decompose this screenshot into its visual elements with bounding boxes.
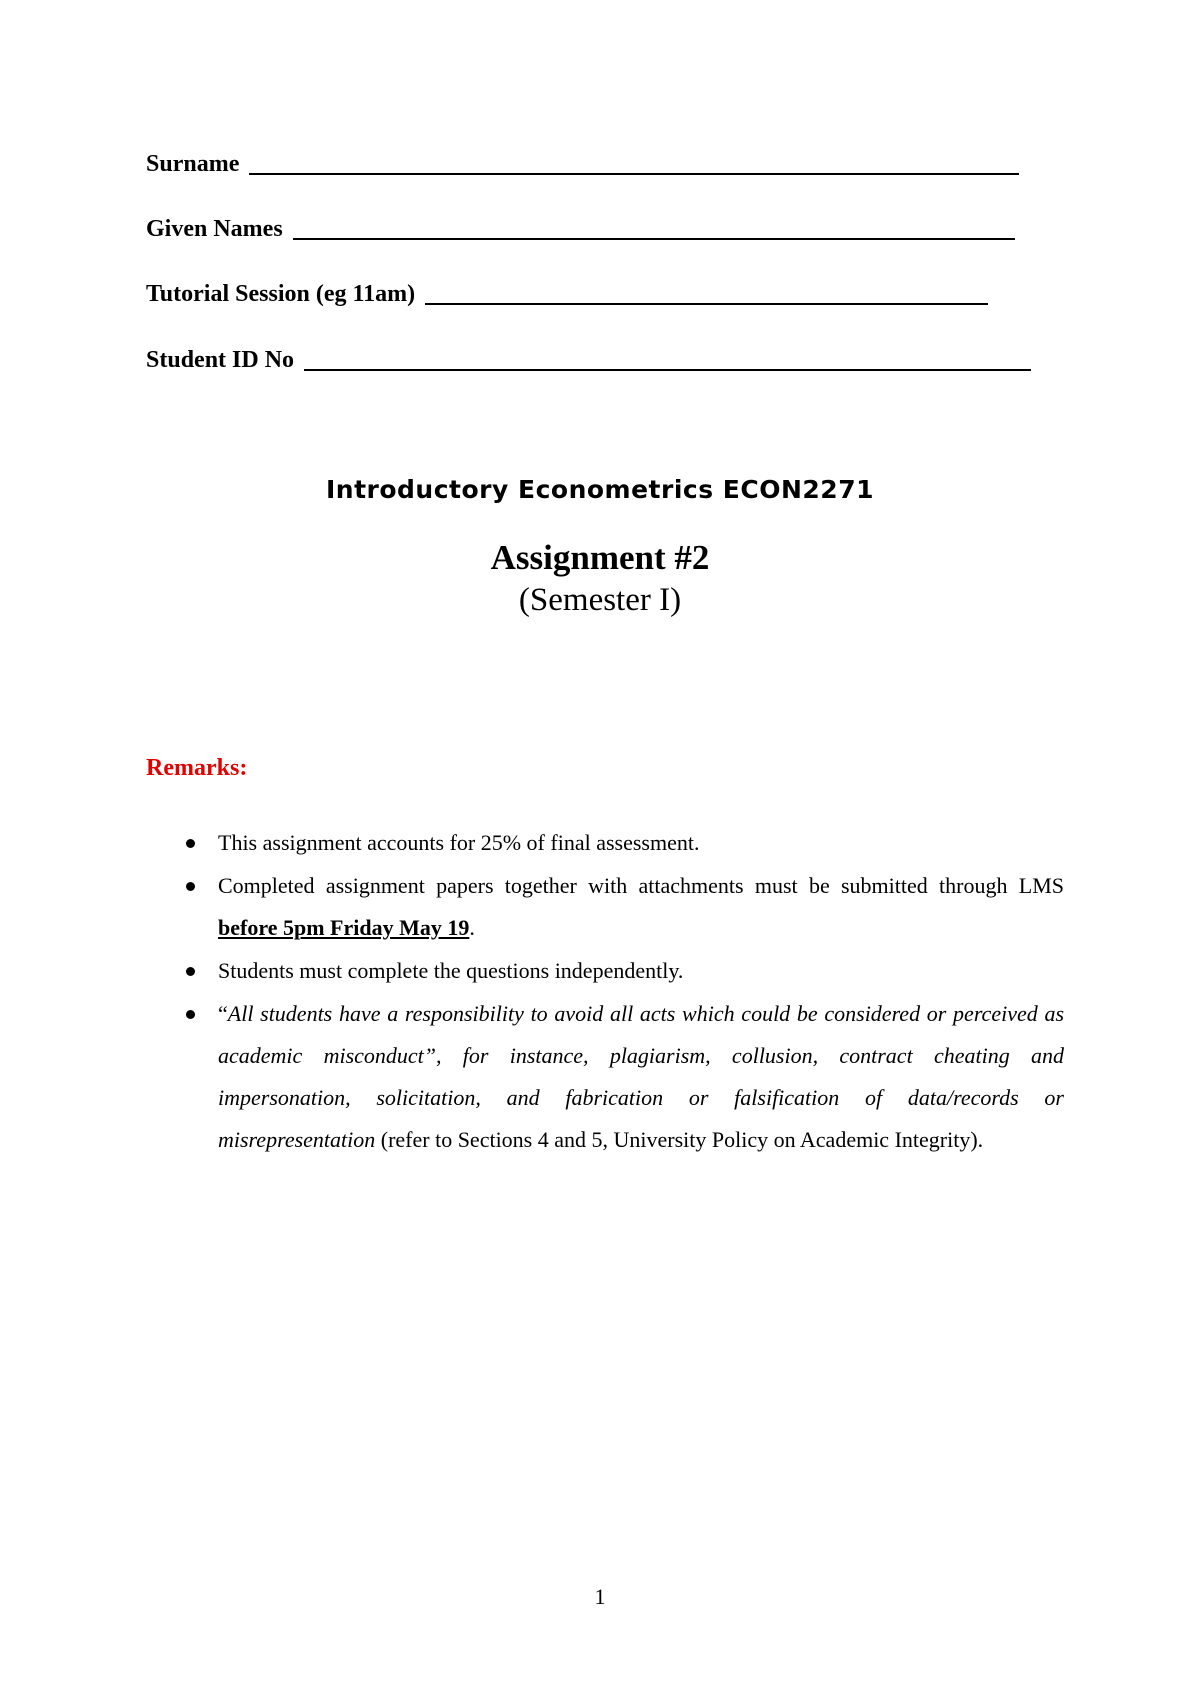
bullet-icon [186, 882, 195, 891]
remark-text: Students must complete the questions independently. [218, 958, 684, 983]
student-id-label: Student ID No [146, 347, 295, 373]
remark-item [186, 822, 1064, 864]
remark-item [186, 950, 1064, 992]
assignment-title: Assignment #2 [490, 538, 710, 577]
deadline-text: before 5pm Friday May 19 [218, 915, 470, 940]
given-names-label: Given Names [146, 216, 283, 242]
policy-quote: All students have a responsibility to avoid all acts which could be considered or perceived as academic misconduct”, for instance, plagiarism, collusion, contract cheating and impersonation, solicitation, and fabrication or falsification of data/records or misrepresentation [218, 1001, 1064, 1152]
remark-item [186, 865, 1064, 949]
remark-item [186, 993, 1064, 1161]
tutorial-session-field [146, 276, 988, 308]
remark-text-end: . [469, 915, 475, 940]
page-number: 1 [594, 1584, 606, 1609]
surname-blank-line[interactable] [249, 173, 1019, 175]
quote-mark: “ [218, 1001, 228, 1026]
remark-text: This assignment accounts for 25% of final assessment. [218, 830, 700, 855]
student-id-blank-line[interactable] [304, 369, 1031, 371]
given-names-field [146, 211, 1015, 243]
policy-reference: (refer to Sections 4 and 5, University Policy on Academic Integrity). [375, 1127, 984, 1152]
surname-label: Surname [146, 151, 240, 177]
student-id-field [146, 342, 1031, 374]
tutorial-session-label: Tutorial Session (eg 11am) [146, 281, 416, 307]
course-title: Introductory Econometrics ECON2271 [325, 475, 874, 504]
remark-text: Completed assignment papers together with attachments must be submitted through LMS [218, 873, 1064, 898]
remarks-list [186, 822, 1064, 1162]
semester-label: (Semester I) [518, 582, 682, 618]
surname-field [146, 146, 1019, 178]
bullet-icon [186, 967, 195, 976]
bullet-icon [186, 839, 195, 848]
remarks-heading: Remarks: [146, 755, 248, 781]
bullet-icon [186, 1010, 195, 1019]
tutorial-session-blank-line[interactable] [425, 303, 988, 305]
given-names-blank-line[interactable] [293, 238, 1015, 240]
